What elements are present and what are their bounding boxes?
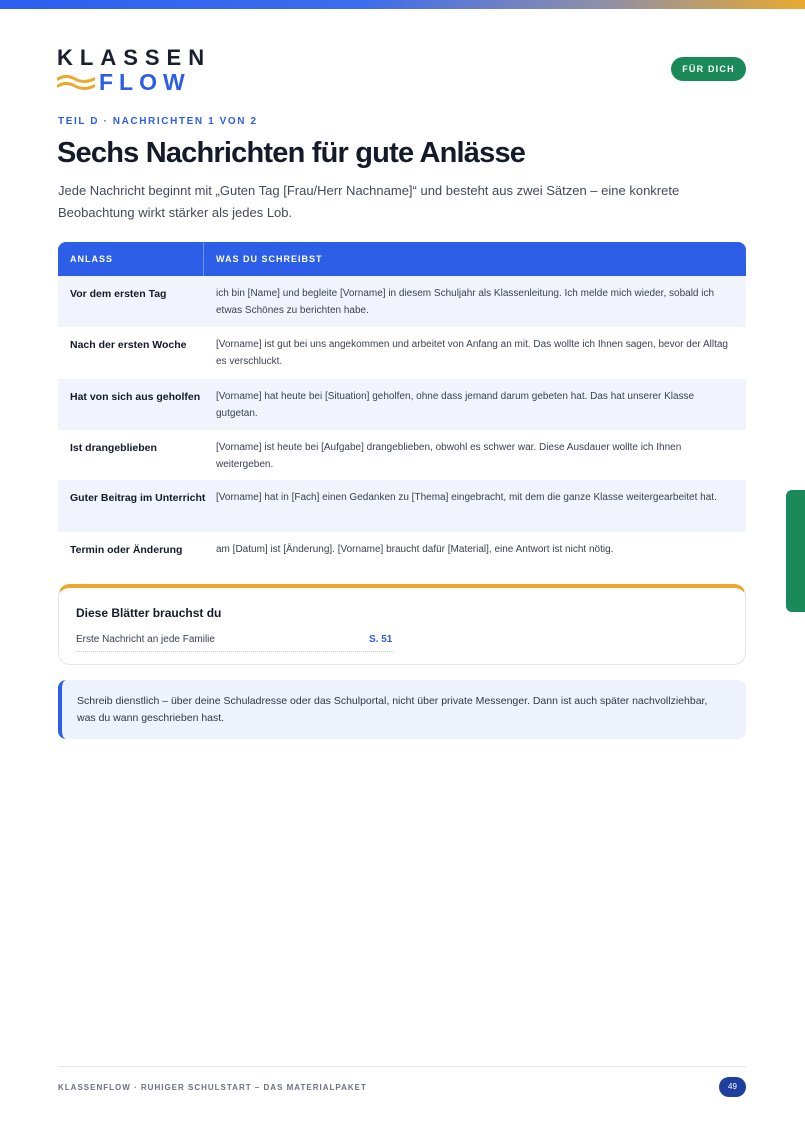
footer-divider <box>58 1066 746 1067</box>
waves-icon <box>57 73 95 93</box>
klassenflow-logo <box>57 45 212 95</box>
logo-wordmark-top: KLASSEN <box>57 45 212 70</box>
occasion-cell: Hat von sich aus geholfen <box>70 391 201 403</box>
footer-text: KLASSENFLOW · RUHIGER SCHULSTART – DAS MATERIALPAKET <box>58 1083 367 1092</box>
occasion-cell: Ist drangeblieben <box>70 442 157 454</box>
table-row <box>58 480 746 532</box>
sheet-page-link[interactable]: S. 51 <box>369 634 393 645</box>
table-row <box>58 276 746 327</box>
section-eyebrow: TEIL D · NACHRICHTEN 1 VON 2 <box>58 116 258 127</box>
message-cell: [Vorname] ist gut bei uns angekommen und arbeitet von Anfang an mit. Das wollte ich Ihnen sagen, bevor der Alltag es verschluckt. <box>216 339 728 367</box>
page-number: 49 <box>719 1077 746 1097</box>
message-cell: am [Datum] ist [Änderung]. [Vorname] braucht dafür [Material], eine Antwort ist nicht nötig. <box>216 544 614 555</box>
occasion-cell: Termin oder Änderung <box>70 544 183 556</box>
message-cell: [Vorname] ist heute bei [Aufgabe] drangeblieben, obwohl es schwer war. Diese Ausdauer wollte ich Ihnen weitergeben. <box>216 442 682 470</box>
info-note-text: Schreib dienstlich – über deine Schuladresse oder das Schulportal, nicht über private Messenger. Dann ist auch später nachvollziehbar, was du wann geschrieben hast. <box>77 695 708 724</box>
occasion-cell: Vor dem ersten Tag <box>70 288 167 300</box>
table-row <box>58 379 746 430</box>
chapter-side-tab <box>786 490 805 612</box>
sheet-list-item[interactable] <box>76 630 394 652</box>
page-title: Sechs Nachrichten für gute Anlässe <box>57 137 526 169</box>
required-sheets-box <box>58 584 746 665</box>
info-note <box>58 680 746 739</box>
sheet-name: Erste Nachricht an jede Familie <box>76 634 215 645</box>
column-header-message: WAS DU SCHREIBST <box>216 254 323 264</box>
top-gradient-bar <box>0 0 805 9</box>
table-row <box>58 327 746 379</box>
audience-badge: FÜR DICH <box>671 57 746 81</box>
table-row <box>58 430 746 480</box>
message-cell: [Vorname] hat in [Fach] einen Gedanken zu [Thema] eingebracht, mit dem die ganze Klasse weitergearbeitet hat. <box>216 492 717 503</box>
occasion-cell: Guter Beitrag im Unterricht <box>70 492 206 504</box>
intro-text: Jede Nachricht beginnt mit „Guten Tag [Frau/Herr Nachname]“ und besteht aus zwei Sätzen – eine konkrete Beobachtung wirkt stärker als jedes Lob. <box>58 183 680 220</box>
message-cell: [Vorname] hat heute bei [Situation] geholfen, ohne dass jemand darum gebeten hat. Das hat unserer Klasse gutgetan. <box>216 391 695 419</box>
logo-wordmark-bottom: FLOW <box>99 69 191 95</box>
table-header <box>58 242 746 276</box>
occasion-cell: Nach der ersten Woche <box>70 339 187 351</box>
required-sheets-title: Diese Blätter brauchst du <box>76 606 222 620</box>
column-header-occasion: ANLASS <box>58 242 204 276</box>
table-row <box>58 532 746 567</box>
messages-table <box>58 242 746 567</box>
message-cell: ich bin [Name] und begleite [Vorname] in diesem Schuljahr als Klassenleitung. Ich melde mich wieder, sobald ich etwas Schönes zu berichten habe. <box>216 288 715 316</box>
